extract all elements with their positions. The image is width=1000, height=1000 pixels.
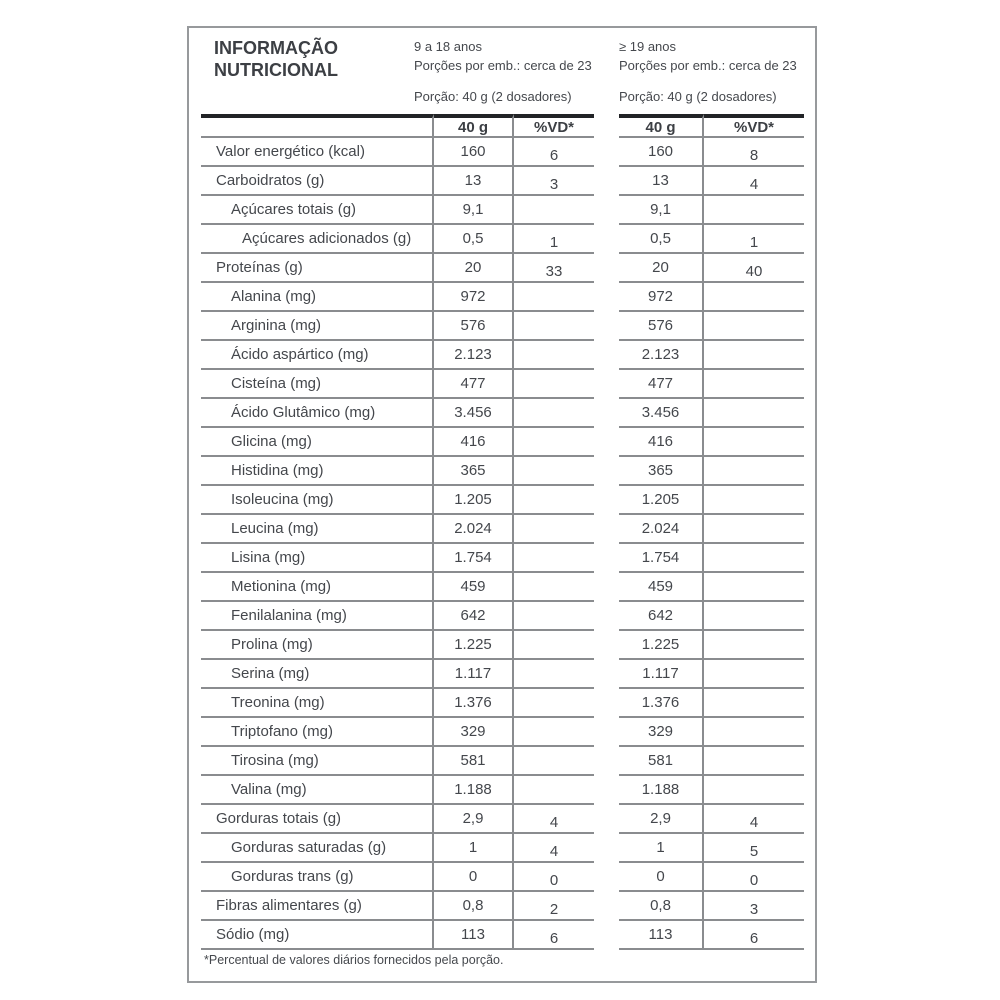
column-gap	[594, 863, 619, 892]
vd-percent-group2	[704, 660, 804, 689]
vd-percent-group1	[514, 689, 594, 718]
amount-group1: 2,9	[434, 805, 514, 834]
amount-group1: 477	[434, 370, 514, 399]
amount-group2: 642	[619, 602, 704, 631]
amount-group2: 365	[619, 457, 704, 486]
nutrient-label: Fibras alimentares (g)	[201, 892, 434, 921]
amount-group2: 1.225	[619, 631, 704, 660]
column-gap	[594, 114, 619, 138]
vd-percent-group2: 1	[704, 225, 804, 254]
vd-percent-group2	[704, 428, 804, 457]
amount-group2: 20	[619, 254, 704, 283]
amount-group1: 1.117	[434, 660, 514, 689]
amount-group1: 2.123	[434, 341, 514, 370]
vd-percent-group1	[514, 196, 594, 225]
vd-percent-group1	[514, 312, 594, 341]
amount-group2: 3.456	[619, 399, 704, 428]
nutrient-label: Ácido aspártico (mg)	[201, 341, 434, 370]
nutrient-label: Açúcares totais (g)	[201, 196, 434, 225]
column-header-nutrient	[201, 114, 434, 138]
amount-group2: 0	[619, 863, 704, 892]
amount-group2: 0,5	[619, 225, 704, 254]
vd-percent-group1: 6	[514, 921, 594, 950]
vd-percent-group1: 1	[514, 225, 594, 254]
nutrient-label: Histidina (mg)	[201, 457, 434, 486]
portion-label: Porção: 40 g (2 dosadores)	[414, 89, 572, 104]
amount-group1: 581	[434, 747, 514, 776]
column-gap	[594, 921, 619, 950]
amount-group2: 160	[619, 138, 704, 167]
vd-percent-group2	[704, 602, 804, 631]
vd-percent-group2: 3	[704, 892, 804, 921]
vd-percent-group1	[514, 660, 594, 689]
vd-percent-group1	[514, 602, 594, 631]
column-gap	[594, 225, 619, 254]
nutrient-label: Alanina (mg)	[201, 283, 434, 312]
nutrient-label: Treonina (mg)	[201, 689, 434, 718]
amount-group2: 9,1	[619, 196, 704, 225]
panel-title	[214, 37, 338, 81]
vd-percent-group1	[514, 747, 594, 776]
column-gap	[594, 573, 619, 602]
amount-group2: 459	[619, 573, 704, 602]
column-gap	[594, 834, 619, 863]
nutrient-label: Sódio (mg)	[201, 921, 434, 950]
nutrient-label: Ácido Glutâmico (mg)	[201, 399, 434, 428]
nutrient-label: Arginina (mg)	[201, 312, 434, 341]
panel-title-line1: INFORMAÇÃO	[214, 38, 338, 58]
servings-per-package-label: Porções por emb.: cerca de 23	[619, 58, 797, 73]
vd-percent-group1	[514, 515, 594, 544]
column-gap	[594, 892, 619, 921]
amount-group2: 13	[619, 167, 704, 196]
amount-group2: 1.117	[619, 660, 704, 689]
amount-group1: 3.456	[434, 399, 514, 428]
amount-group2: 1.376	[619, 689, 704, 718]
vd-percent-group2	[704, 718, 804, 747]
vd-percent-group1	[514, 544, 594, 573]
vd-percent-group2	[704, 515, 804, 544]
column-gap	[594, 776, 619, 805]
amount-group1: 2.024	[434, 515, 514, 544]
vd-percent-group2	[704, 776, 804, 805]
vd-percent-group1: 3	[514, 167, 594, 196]
column-gap	[594, 341, 619, 370]
column-header-vd-group1: %VD*	[514, 114, 594, 138]
column-header-amount-group1: 40 g	[434, 114, 514, 138]
column-gap	[594, 747, 619, 776]
nutrient-label: Valina (mg)	[201, 776, 434, 805]
amount-group2: 2.024	[619, 515, 704, 544]
vd-percent-group1: 33	[514, 254, 594, 283]
column-gap	[594, 312, 619, 341]
nutrient-label: Tirosina (mg)	[201, 747, 434, 776]
vd-percent-group1	[514, 399, 594, 428]
vd-percent-group2	[704, 747, 804, 776]
daily-values-footnote: *Percentual de valores diários fornecidos pela porção.	[204, 953, 504, 967]
column-gap	[594, 167, 619, 196]
amount-group1: 1.754	[434, 544, 514, 573]
amount-group2: 0,8	[619, 892, 704, 921]
nutrient-label: Cisteína (mg)	[201, 370, 434, 399]
nutrient-label: Proteínas (g)	[201, 254, 434, 283]
column-gap	[594, 515, 619, 544]
nutrient-label: Carboidratos (g)	[201, 167, 434, 196]
column-gap	[594, 544, 619, 573]
amount-group1: 9,1	[434, 196, 514, 225]
column-gap	[594, 428, 619, 457]
amount-group2: 1.205	[619, 486, 704, 515]
amount-group2: 477	[619, 370, 704, 399]
amount-group1: 1.188	[434, 776, 514, 805]
vd-percent-group1: 6	[514, 138, 594, 167]
vd-percent-group1: 2	[514, 892, 594, 921]
vd-percent-group2: 4	[704, 805, 804, 834]
portion-label: Porção: 40 g (2 dosadores)	[619, 89, 777, 104]
vd-percent-group2	[704, 196, 804, 225]
amount-group1: 160	[434, 138, 514, 167]
nutrient-label: Gorduras totais (g)	[201, 805, 434, 834]
vd-percent-group2	[704, 486, 804, 515]
nutrient-label: Prolina (mg)	[201, 631, 434, 660]
vd-percent-group1	[514, 631, 594, 660]
vd-percent-group2	[704, 370, 804, 399]
vd-percent-group1	[514, 486, 594, 515]
vd-percent-group2: 4	[704, 167, 804, 196]
vd-percent-group2	[704, 631, 804, 660]
amount-group2: 113	[619, 921, 704, 950]
vd-percent-group2	[704, 457, 804, 486]
vd-percent-group2: 0	[704, 863, 804, 892]
vd-percent-group1: 0	[514, 863, 594, 892]
column-gap	[594, 486, 619, 515]
amount-group2: 576	[619, 312, 704, 341]
amount-group1: 0,5	[434, 225, 514, 254]
vd-percent-group1	[514, 776, 594, 805]
vd-percent-group1	[514, 370, 594, 399]
amount-group1: 329	[434, 718, 514, 747]
vd-percent-group1	[514, 573, 594, 602]
column-gap	[594, 660, 619, 689]
age-range-label: 9 a 18 anos	[414, 39, 482, 54]
column-header-vd-group2: %VD*	[704, 114, 804, 138]
amount-group1: 1.376	[434, 689, 514, 718]
amount-group1: 0	[434, 863, 514, 892]
amount-group1: 13	[434, 167, 514, 196]
column-gap	[594, 370, 619, 399]
nutrient-label: Lisina (mg)	[201, 544, 434, 573]
vd-percent-group2	[704, 341, 804, 370]
column-gap	[594, 138, 619, 167]
nutrient-label: Fenilalanina (mg)	[201, 602, 434, 631]
vd-percent-group1	[514, 428, 594, 457]
amount-group1: 1.225	[434, 631, 514, 660]
vd-percent-group2	[704, 312, 804, 341]
vd-percent-group2	[704, 689, 804, 718]
nutrient-label: Glicina (mg)	[201, 428, 434, 457]
vd-percent-group2: 5	[704, 834, 804, 863]
column-gap	[594, 283, 619, 312]
nutrient-label: Gorduras trans (g)	[201, 863, 434, 892]
vd-percent-group2	[704, 544, 804, 573]
nutrient-label: Metionina (mg)	[201, 573, 434, 602]
amount-group2: 1.188	[619, 776, 704, 805]
vd-percent-group2: 8	[704, 138, 804, 167]
amount-group1: 1	[434, 834, 514, 863]
column-gap	[594, 457, 619, 486]
amount-group2: 329	[619, 718, 704, 747]
vd-percent-group2	[704, 399, 804, 428]
vd-percent-group1	[514, 457, 594, 486]
column-gap	[594, 689, 619, 718]
group-header-19-anos	[619, 37, 819, 106]
amount-group1: 365	[434, 457, 514, 486]
column-gap	[594, 631, 619, 660]
vd-percent-group1	[514, 718, 594, 747]
amount-group1: 642	[434, 602, 514, 631]
column-gap	[594, 805, 619, 834]
nutrient-label: Leucina (mg)	[201, 515, 434, 544]
column-header-amount-group2: 40 g	[619, 114, 704, 138]
vd-percent-group1	[514, 341, 594, 370]
nutrient-label: Valor energético (kcal)	[201, 138, 434, 167]
column-gap	[594, 602, 619, 631]
vd-percent-group1: 4	[514, 805, 594, 834]
amount-group1: 0,8	[434, 892, 514, 921]
nutrient-label: Serina (mg)	[201, 660, 434, 689]
amount-group1: 1.205	[434, 486, 514, 515]
amount-group2: 2,9	[619, 805, 704, 834]
amount-group1: 20	[434, 254, 514, 283]
group-header-9-18-anos	[414, 37, 614, 106]
vd-percent-group2	[704, 573, 804, 602]
vd-percent-group2: 40	[704, 254, 804, 283]
amount-group1: 972	[434, 283, 514, 312]
amount-group2: 2.123	[619, 341, 704, 370]
amount-group2: 416	[619, 428, 704, 457]
column-gap	[594, 399, 619, 428]
age-range-label: ≥ 19 anos	[619, 39, 677, 54]
amount-group2: 1	[619, 834, 704, 863]
amount-group1: 576	[434, 312, 514, 341]
column-gap	[594, 196, 619, 225]
nutrient-label: Açúcares adicionados (g)	[201, 225, 434, 254]
column-gap	[594, 718, 619, 747]
column-gap	[594, 254, 619, 283]
vd-percent-group2	[704, 283, 804, 312]
servings-per-package-label: Porções por emb.: cerca de 23	[414, 58, 592, 73]
nutrition-table	[201, 114, 804, 950]
amount-group2: 972	[619, 283, 704, 312]
nutrition-facts-panel	[187, 26, 817, 983]
amount-group2: 1.754	[619, 544, 704, 573]
nutrient-label: Isoleucina (mg)	[201, 486, 434, 515]
vd-percent-group1: 4	[514, 834, 594, 863]
amount-group1: 113	[434, 921, 514, 950]
panel-title-line2: NUTRICIONAL	[214, 60, 338, 80]
amount-group1: 459	[434, 573, 514, 602]
amount-group2: 581	[619, 747, 704, 776]
vd-percent-group2: 6	[704, 921, 804, 950]
vd-percent-group1	[514, 283, 594, 312]
nutrient-label: Triptofano (mg)	[201, 718, 434, 747]
amount-group1: 416	[434, 428, 514, 457]
nutrient-label: Gorduras saturadas (g)	[201, 834, 434, 863]
